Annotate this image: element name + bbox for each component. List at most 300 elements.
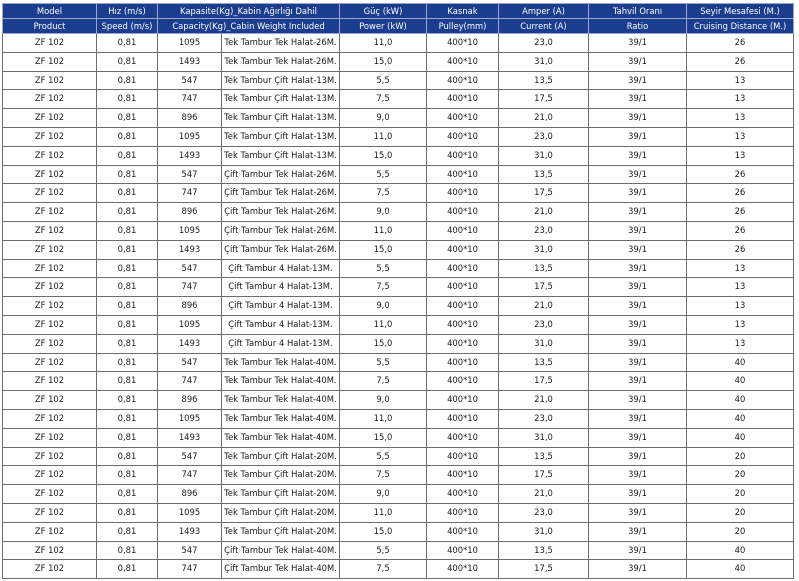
cell-configuration: Tek Tambur Çift Halat-20M.	[222, 522, 340, 541]
cell-pulley: 400*10	[427, 259, 499, 278]
cell-ratio: 39/1	[589, 240, 687, 259]
cell-speed: 0,81	[97, 90, 158, 109]
spec-table	[2, 3, 794, 579]
cell-distance: 26	[687, 165, 794, 184]
cell-current: 17,5	[499, 184, 589, 203]
table-row	[3, 297, 794, 316]
cell-model: ZF 102	[3, 203, 97, 222]
header-power: Güç (kW)	[340, 4, 427, 19]
cell-pulley: 400*10	[427, 503, 499, 522]
cell-model: ZF 102	[3, 522, 97, 541]
cell-power: 5,5	[340, 165, 427, 184]
cell-model: ZF 102	[3, 240, 97, 259]
cell-pulley: 400*10	[427, 278, 499, 297]
cell-distance: 13	[687, 315, 794, 334]
header-speed: Hız (m/s)	[97, 4, 158, 19]
cell-current: 23,0	[499, 503, 589, 522]
cell-speed: 0,81	[97, 146, 158, 165]
cell-current: 21,0	[499, 203, 589, 222]
table-row	[3, 560, 794, 579]
cell-model: ZF 102	[3, 165, 97, 184]
cell-capacity: 896	[158, 391, 222, 410]
cell-current: 31,0	[499, 522, 589, 541]
cell-current: 13,5	[499, 447, 589, 466]
cell-current: 17,5	[499, 90, 589, 109]
cell-ratio: 39/1	[589, 221, 687, 240]
cell-power: 9,0	[340, 109, 427, 128]
cell-current: 23,0	[499, 127, 589, 146]
cell-distance: 13	[687, 90, 794, 109]
cell-configuration: Tek Tambur Tek Halat-40M.	[222, 391, 340, 410]
cell-current: 23,0	[499, 315, 589, 334]
cell-speed: 0,81	[97, 315, 158, 334]
cell-capacity: 896	[158, 297, 222, 316]
cell-power: 11,0	[340, 221, 427, 240]
cell-current: 13,5	[499, 353, 589, 372]
table-row	[3, 221, 794, 240]
cell-distance: 20	[687, 485, 794, 504]
cell-pulley: 400*10	[427, 560, 499, 579]
cell-distance: 26	[687, 221, 794, 240]
cell-configuration: Tek Tambur Çift Halat-20M.	[222, 503, 340, 522]
cell-capacity: 1095	[158, 315, 222, 334]
cell-power: 11,0	[340, 409, 427, 428]
table-row	[3, 278, 794, 297]
cell-current: 21,0	[499, 391, 589, 410]
cell-current: 13,5	[499, 165, 589, 184]
cell-model: ZF 102	[3, 127, 97, 146]
header-model: Model	[3, 4, 97, 19]
cell-current: 31,0	[499, 52, 589, 71]
header-distance-en: Cruising Distance (M.)	[687, 19, 794, 34]
cell-speed: 0,81	[97, 34, 158, 53]
cell-ratio: 39/1	[589, 90, 687, 109]
table-row	[3, 503, 794, 522]
cell-ratio: 39/1	[589, 71, 687, 90]
cell-current: 23,0	[499, 34, 589, 53]
cell-configuration: Tek Tambur Tek Halat-40M.	[222, 353, 340, 372]
cell-speed: 0,81	[97, 203, 158, 222]
cell-capacity: 1095	[158, 409, 222, 428]
cell-pulley: 400*10	[427, 184, 499, 203]
table-row	[3, 240, 794, 259]
cell-speed: 0,81	[97, 560, 158, 579]
cell-speed: 0,81	[97, 221, 158, 240]
cell-power: 15,0	[340, 146, 427, 165]
cell-current: 17,5	[499, 278, 589, 297]
cell-configuration: Çift Tambur 4 Halat-13M.	[222, 259, 340, 278]
cell-configuration: Çift Tambur Tek Halat-26M.	[222, 184, 340, 203]
cell-pulley: 400*10	[427, 240, 499, 259]
cell-configuration: Tek Tambur Çift Halat-20M.	[222, 447, 340, 466]
cell-distance: 13	[687, 146, 794, 165]
cell-pulley: 400*10	[427, 71, 499, 90]
header-capacity: Kapasite(Kg)_Kabin Ağırlığı Dahil	[158, 4, 340, 19]
table-row	[3, 34, 794, 53]
cell-ratio: 39/1	[589, 315, 687, 334]
header-pulley: Kasnak	[427, 4, 499, 19]
cell-speed: 0,81	[97, 428, 158, 447]
cell-pulley: 400*10	[427, 221, 499, 240]
cell-distance: 20	[687, 466, 794, 485]
cell-model: ZF 102	[3, 353, 97, 372]
cell-power: 5,5	[340, 447, 427, 466]
cell-power: 9,0	[340, 485, 427, 504]
header-ratio-en: Ratio	[589, 19, 687, 34]
cell-configuration: Çift Tambur Tek Halat-40M.	[222, 541, 340, 560]
cell-ratio: 39/1	[589, 485, 687, 504]
cell-power: 5,5	[340, 353, 427, 372]
table-row	[3, 184, 794, 203]
header-ratio: Tahvil Oranı	[589, 4, 687, 19]
cell-pulley: 400*10	[427, 466, 499, 485]
table-row	[3, 146, 794, 165]
cell-speed: 0,81	[97, 372, 158, 391]
cell-capacity: 1493	[158, 52, 222, 71]
cell-capacity: 896	[158, 109, 222, 128]
table-row	[3, 259, 794, 278]
cell-configuration: Tek Tambur Çift Halat-20M.	[222, 466, 340, 485]
cell-model: ZF 102	[3, 109, 97, 128]
cell-ratio: 39/1	[589, 259, 687, 278]
cell-configuration: Çift Tambur 4 Halat-13M.	[222, 315, 340, 334]
cell-configuration: Tek Tambur Tek Halat-26M.	[222, 34, 340, 53]
cell-configuration: Çift Tambur 4 Halat-13M.	[222, 278, 340, 297]
cell-model: ZF 102	[3, 372, 97, 391]
cell-speed: 0,81	[97, 485, 158, 504]
cell-distance: 40	[687, 541, 794, 560]
cell-pulley: 400*10	[427, 334, 499, 353]
cell-configuration: Tek Tambur Çift Halat-13M.	[222, 127, 340, 146]
cell-current: 31,0	[499, 334, 589, 353]
cell-speed: 0,81	[97, 127, 158, 146]
cell-distance: 13	[687, 71, 794, 90]
cell-model: ZF 102	[3, 409, 97, 428]
cell-ratio: 39/1	[589, 34, 687, 53]
cell-power: 11,0	[340, 503, 427, 522]
cell-power: 15,0	[340, 428, 427, 447]
cell-current: 23,0	[499, 221, 589, 240]
cell-configuration: Çift Tambur 4 Halat-13M.	[222, 297, 340, 316]
cell-speed: 0,81	[97, 466, 158, 485]
cell-configuration: Tek Tambur Çift Halat-13M.	[222, 71, 340, 90]
cell-power: 5,5	[340, 259, 427, 278]
cell-speed: 0,81	[97, 522, 158, 541]
cell-configuration: Çift Tambur 4 Halat-13M.	[222, 334, 340, 353]
cell-speed: 0,81	[97, 71, 158, 90]
table-row	[3, 522, 794, 541]
cell-configuration: Tek Tambur Çift Halat-20M.	[222, 485, 340, 504]
cell-pulley: 400*10	[427, 90, 499, 109]
cell-speed: 0,81	[97, 109, 158, 128]
cell-speed: 0,81	[97, 259, 158, 278]
cell-pulley: 400*10	[427, 146, 499, 165]
cell-speed: 0,81	[97, 409, 158, 428]
cell-model: ZF 102	[3, 485, 97, 504]
cell-speed: 0,81	[97, 541, 158, 560]
cell-pulley: 400*10	[427, 541, 499, 560]
cell-configuration: Çift Tambur Tek Halat-26M.	[222, 240, 340, 259]
cell-configuration: Tek Tambur Tek Halat-40M.	[222, 409, 340, 428]
cell-ratio: 39/1	[589, 391, 687, 410]
cell-capacity: 747	[158, 278, 222, 297]
cell-ratio: 39/1	[589, 127, 687, 146]
cell-model: ZF 102	[3, 391, 97, 410]
cell-ratio: 39/1	[589, 541, 687, 560]
cell-power: 9,0	[340, 391, 427, 410]
cell-model: ZF 102	[3, 184, 97, 203]
cell-current: 21,0	[499, 485, 589, 504]
spec-table-container	[2, 3, 795, 581]
cell-distance: 13	[687, 297, 794, 316]
cell-capacity: 547	[158, 353, 222, 372]
cell-pulley: 400*10	[427, 391, 499, 410]
cell-capacity: 547	[158, 165, 222, 184]
cell-speed: 0,81	[97, 165, 158, 184]
cell-ratio: 39/1	[589, 409, 687, 428]
cell-model: ZF 102	[3, 297, 97, 316]
cell-configuration: Tek Tambur Tek Halat-40M.	[222, 372, 340, 391]
cell-ratio: 39/1	[589, 165, 687, 184]
cell-configuration: Çift Tambur Tek Halat-26M.	[222, 165, 340, 184]
cell-power: 7,5	[340, 466, 427, 485]
cell-speed: 0,81	[97, 447, 158, 466]
cell-ratio: 39/1	[589, 334, 687, 353]
cell-power: 15,0	[340, 334, 427, 353]
table-row	[3, 52, 794, 71]
cell-distance: 40	[687, 372, 794, 391]
cell-pulley: 400*10	[427, 297, 499, 316]
cell-current: 21,0	[499, 297, 589, 316]
cell-pulley: 400*10	[427, 52, 499, 71]
cell-current: 21,0	[499, 109, 589, 128]
cell-speed: 0,81	[97, 297, 158, 316]
cell-ratio: 39/1	[589, 522, 687, 541]
table-row	[3, 334, 794, 353]
cell-power: 15,0	[340, 240, 427, 259]
cell-model: ZF 102	[3, 315, 97, 334]
cell-ratio: 39/1	[589, 146, 687, 165]
cell-power: 7,5	[340, 372, 427, 391]
cell-model: ZF 102	[3, 71, 97, 90]
cell-model: ZF 102	[3, 278, 97, 297]
cell-pulley: 400*10	[427, 34, 499, 53]
cell-capacity: 747	[158, 560, 222, 579]
cell-current: 13,5	[499, 259, 589, 278]
cell-model: ZF 102	[3, 90, 97, 109]
cell-model: ZF 102	[3, 334, 97, 353]
cell-configuration: Çift Tambur Tek Halat-26M.	[222, 221, 340, 240]
cell-pulley: 400*10	[427, 315, 499, 334]
cell-current: 13,5	[499, 541, 589, 560]
table-row	[3, 203, 794, 222]
cell-ratio: 39/1	[589, 466, 687, 485]
cell-ratio: 39/1	[589, 372, 687, 391]
header-capacity-en: Capacity(Kg)_Cabin Weight Included	[158, 19, 340, 34]
cell-ratio: 39/1	[589, 428, 687, 447]
cell-distance: 26	[687, 240, 794, 259]
cell-distance: 13	[687, 259, 794, 278]
cell-capacity: 1095	[158, 221, 222, 240]
cell-ratio: 39/1	[589, 203, 687, 222]
table-body	[3, 34, 794, 579]
cell-ratio: 39/1	[589, 52, 687, 71]
cell-power: 11,0	[340, 34, 427, 53]
cell-capacity: 747	[158, 90, 222, 109]
cell-configuration: Tek Tambur Tek Halat-40M.	[222, 428, 340, 447]
cell-pulley: 400*10	[427, 447, 499, 466]
table-row	[3, 372, 794, 391]
cell-capacity: 547	[158, 541, 222, 560]
cell-power: 9,0	[340, 297, 427, 316]
header-row-1	[3, 4, 794, 19]
cell-current: 31,0	[499, 240, 589, 259]
cell-power: 7,5	[340, 184, 427, 203]
cell-capacity: 896	[158, 203, 222, 222]
cell-model: ZF 102	[3, 146, 97, 165]
cell-capacity: 1493	[158, 522, 222, 541]
cell-model: ZF 102	[3, 34, 97, 53]
cell-current: 17,5	[499, 466, 589, 485]
header-pulley-en: Pulley(mm)	[427, 19, 499, 34]
cell-configuration: Tek Tambur Çift Halat-13M.	[222, 146, 340, 165]
cell-speed: 0,81	[97, 353, 158, 372]
cell-pulley: 400*10	[427, 372, 499, 391]
cell-current: 13,5	[499, 71, 589, 90]
cell-power: 11,0	[340, 315, 427, 334]
cell-capacity: 547	[158, 71, 222, 90]
cell-distance: 26	[687, 184, 794, 203]
cell-capacity: 1095	[158, 503, 222, 522]
cell-capacity: 747	[158, 184, 222, 203]
cell-ratio: 39/1	[589, 297, 687, 316]
cell-power: 7,5	[340, 560, 427, 579]
cell-pulley: 400*10	[427, 522, 499, 541]
cell-capacity: 747	[158, 372, 222, 391]
cell-distance: 40	[687, 428, 794, 447]
cell-capacity: 747	[158, 466, 222, 485]
table-row	[3, 165, 794, 184]
cell-speed: 0,81	[97, 278, 158, 297]
cell-model: ZF 102	[3, 466, 97, 485]
cell-current: 17,5	[499, 560, 589, 579]
header-model-en: Product	[3, 19, 97, 34]
cell-capacity: 1493	[158, 428, 222, 447]
cell-capacity: 1095	[158, 34, 222, 53]
cell-capacity: 1493	[158, 240, 222, 259]
cell-ratio: 39/1	[589, 447, 687, 466]
cell-pulley: 400*10	[427, 203, 499, 222]
cell-capacity: 547	[158, 259, 222, 278]
cell-power: 9,0	[340, 203, 427, 222]
cell-distance: 40	[687, 353, 794, 372]
table-row	[3, 428, 794, 447]
cell-speed: 0,81	[97, 184, 158, 203]
cell-model: ZF 102	[3, 428, 97, 447]
table-row	[3, 71, 794, 90]
cell-ratio: 39/1	[589, 503, 687, 522]
cell-current: 23,0	[499, 409, 589, 428]
cell-distance: 26	[687, 203, 794, 222]
cell-distance: 26	[687, 34, 794, 53]
header-power-en: Power (kW)	[340, 19, 427, 34]
cell-model: ZF 102	[3, 541, 97, 560]
cell-pulley: 400*10	[427, 165, 499, 184]
cell-capacity: 547	[158, 447, 222, 466]
cell-capacity: 1095	[158, 127, 222, 146]
table-row	[3, 541, 794, 560]
cell-configuration: Tek Tambur Çift Halat-13M.	[222, 109, 340, 128]
cell-pulley: 400*10	[427, 109, 499, 128]
cell-power: 15,0	[340, 52, 427, 71]
table-row	[3, 90, 794, 109]
header-current-en: Current (A)	[499, 19, 589, 34]
table-row	[3, 447, 794, 466]
cell-distance: 13	[687, 109, 794, 128]
table-row	[3, 315, 794, 334]
cell-power: 11,0	[340, 127, 427, 146]
cell-power: 5,5	[340, 71, 427, 90]
table-row	[3, 466, 794, 485]
cell-distance: 40	[687, 391, 794, 410]
cell-model: ZF 102	[3, 447, 97, 466]
cell-ratio: 39/1	[589, 560, 687, 579]
cell-capacity: 1493	[158, 146, 222, 165]
cell-distance: 20	[687, 503, 794, 522]
cell-ratio: 39/1	[589, 278, 687, 297]
cell-speed: 0,81	[97, 503, 158, 522]
cell-ratio: 39/1	[589, 184, 687, 203]
cell-distance: 13	[687, 127, 794, 146]
table-row	[3, 485, 794, 504]
cell-capacity: 1493	[158, 334, 222, 353]
cell-capacity: 896	[158, 485, 222, 504]
cell-power: 15,0	[340, 522, 427, 541]
cell-ratio: 39/1	[589, 353, 687, 372]
cell-pulley: 400*10	[427, 127, 499, 146]
cell-distance: 20	[687, 522, 794, 541]
cell-pulley: 400*10	[427, 485, 499, 504]
cell-current: 31,0	[499, 146, 589, 165]
table-row	[3, 409, 794, 428]
cell-speed: 0,81	[97, 334, 158, 353]
header-current: Amper (A)	[499, 4, 589, 19]
cell-power: 7,5	[340, 278, 427, 297]
cell-model: ZF 102	[3, 560, 97, 579]
cell-current: 17,5	[499, 372, 589, 391]
cell-distance: 20	[687, 447, 794, 466]
cell-model: ZF 102	[3, 503, 97, 522]
header-speed-en: Speed (m/s)	[97, 19, 158, 34]
cell-model: ZF 102	[3, 259, 97, 278]
header-distance: Seyir Mesafesi (M.)	[687, 4, 794, 19]
cell-configuration: Çift Tambur Tek Halat-26M.	[222, 203, 340, 222]
cell-speed: 0,81	[97, 52, 158, 71]
table-row	[3, 353, 794, 372]
cell-model: ZF 102	[3, 52, 97, 71]
cell-configuration: Çift Tambur Tek Halat-40M.	[222, 560, 340, 579]
cell-model: ZF 102	[3, 221, 97, 240]
cell-pulley: 400*10	[427, 353, 499, 372]
cell-pulley: 400*10	[427, 409, 499, 428]
cell-distance: 40	[687, 409, 794, 428]
cell-power: 5,5	[340, 541, 427, 560]
cell-speed: 0,81	[97, 240, 158, 259]
cell-configuration: Tek Tambur Çift Halat-13M.	[222, 90, 340, 109]
cell-distance: 13	[687, 278, 794, 297]
cell-speed: 0,81	[97, 391, 158, 410]
cell-configuration: Tek Tambur Tek Halat-26M.	[222, 52, 340, 71]
